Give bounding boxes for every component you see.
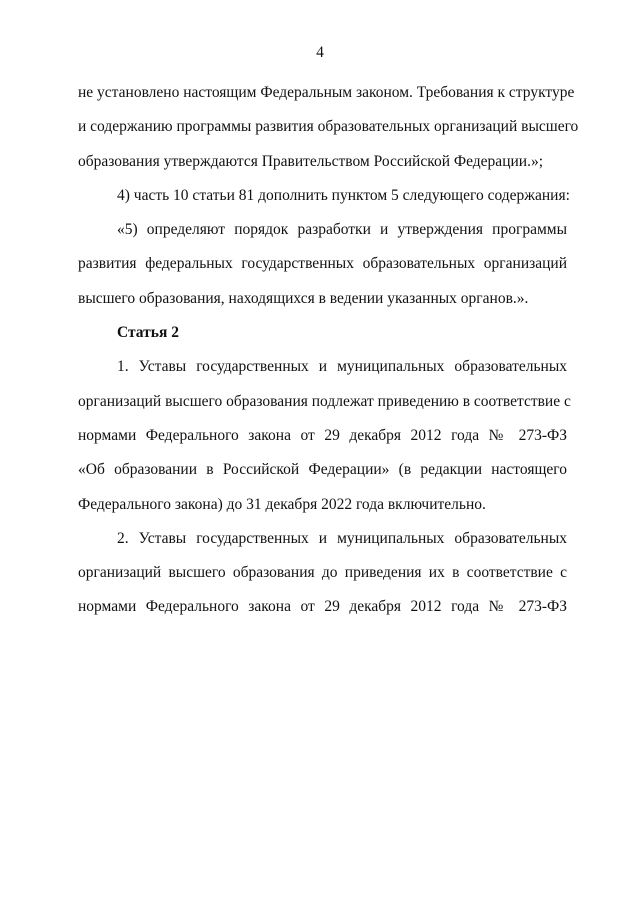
text-line: организаций высшего образования подлежат приведению в соответствие с <box>78 392 571 410</box>
text-line: развития федеральных государственных образовательных организаций <box>78 255 567 273</box>
article-heading: Статья 2 <box>117 324 179 342</box>
text-line: «5) определяют порядок разработки и утверждения программы <box>117 221 567 239</box>
paragraph-quote-5 <box>78 213 567 316</box>
text-line: высшего образования, находящихся в ведении указанных органов.». <box>78 289 529 307</box>
text-line: Федерального закона) до 31 декабря 2022 года включительно. <box>78 495 486 513</box>
paragraph-item-4 <box>78 179 570 213</box>
paragraph-continuation <box>78 76 579 179</box>
text-line: нормами Федерального закона от 29 декабря 2012 года № 273-ФЗ <box>78 426 567 444</box>
text-line: организаций высшего образования до приведения их в соответствие с <box>78 564 567 582</box>
text-line: 4) часть 10 статьи 81 дополнить пунктом 5 следующего содержания: <box>117 186 570 204</box>
page-number: 4 <box>316 44 324 61</box>
text-line: 2. Уставы государственных и муниципальных образовательных <box>117 529 567 547</box>
paragraph-article2-part2 <box>78 522 567 625</box>
text-line: нормами Федерального закона от 29 декабря 2012 года № 273-ФЗ <box>78 598 567 616</box>
text-line: образования утверждаются Правительством Российской Федерации.»; <box>78 152 544 170</box>
paragraph-article2-part1 <box>78 350 571 521</box>
text-line: не установлено настоящим Федеральным законом. Требования к структуре <box>78 84 575 101</box>
text-line: и содержанию программы развития образовательных организаций высшего <box>78 118 579 136</box>
document-body <box>78 76 579 625</box>
text-line: «Об образовании в Российской Федерации» (в редакции настоящего <box>78 461 567 479</box>
text-line: 1. Уставы государственных и муниципальных образовательных <box>117 358 567 376</box>
